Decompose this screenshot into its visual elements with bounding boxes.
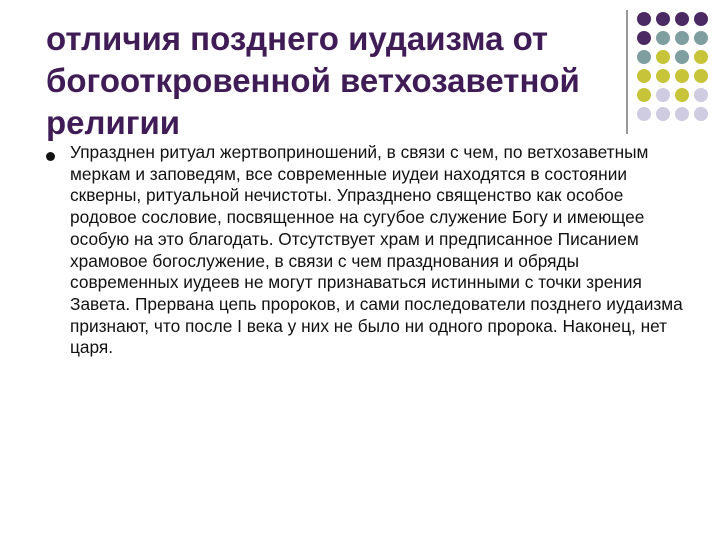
decorative-dot [656,69,670,83]
decorative-dot [637,12,651,26]
decorative-dot [694,88,708,102]
decorative-dot [694,12,708,26]
decorative-dot [675,50,689,64]
decorative-dot [694,50,708,64]
decorative-dot [637,107,651,121]
decorative-dot [656,107,670,121]
decorative-dot [656,31,670,45]
decorative-dot [637,50,651,64]
bullet-text: Упразднен ритуал жертвоприношений, в связи с чем, по ветхозаветным меркам и заповедям, все современные иудеи находятся в состоянии скверны, ритуальной нечистоты. Упразднено священство как особое родовое сословие, посвященное на сугубое служение Богу и имеющее особую на это благодать. Отсутствует храм и предписанное Писанием храмовое богослужение, в связи с чем празднования и обряды современных иудеев не могут признаваться истинными с точки зрения Завета. Прервана цепь пророков, и сами последователи позднего иудаизма признают, что после I века у них не было ни одного пророка. Наконец, нет царя. [70,142,683,358]
vertical-divider [626,10,628,134]
bullet-icon [46,152,55,161]
decorative-dot [675,12,689,26]
decorative-dot [637,69,651,83]
decorative-dot [694,69,708,83]
bullet-item [46,142,686,359]
decorative-dot [656,88,670,102]
decorative-dot-grid [637,12,710,123]
decorative-dot [675,88,689,102]
decorative-dot [675,31,689,45]
decorative-dot [637,88,651,102]
decorative-dot [637,31,651,45]
decorative-dot [675,107,689,121]
decorative-dot [656,12,670,26]
slide-body [46,142,686,359]
slide-title: отличия позднего иудаизма от богооткровенной ветхозаветной религии [46,20,580,141]
decorative-dot [694,31,708,45]
decorative-dot [675,69,689,83]
decorative-dot [694,107,708,121]
decorative-dot [656,50,670,64]
